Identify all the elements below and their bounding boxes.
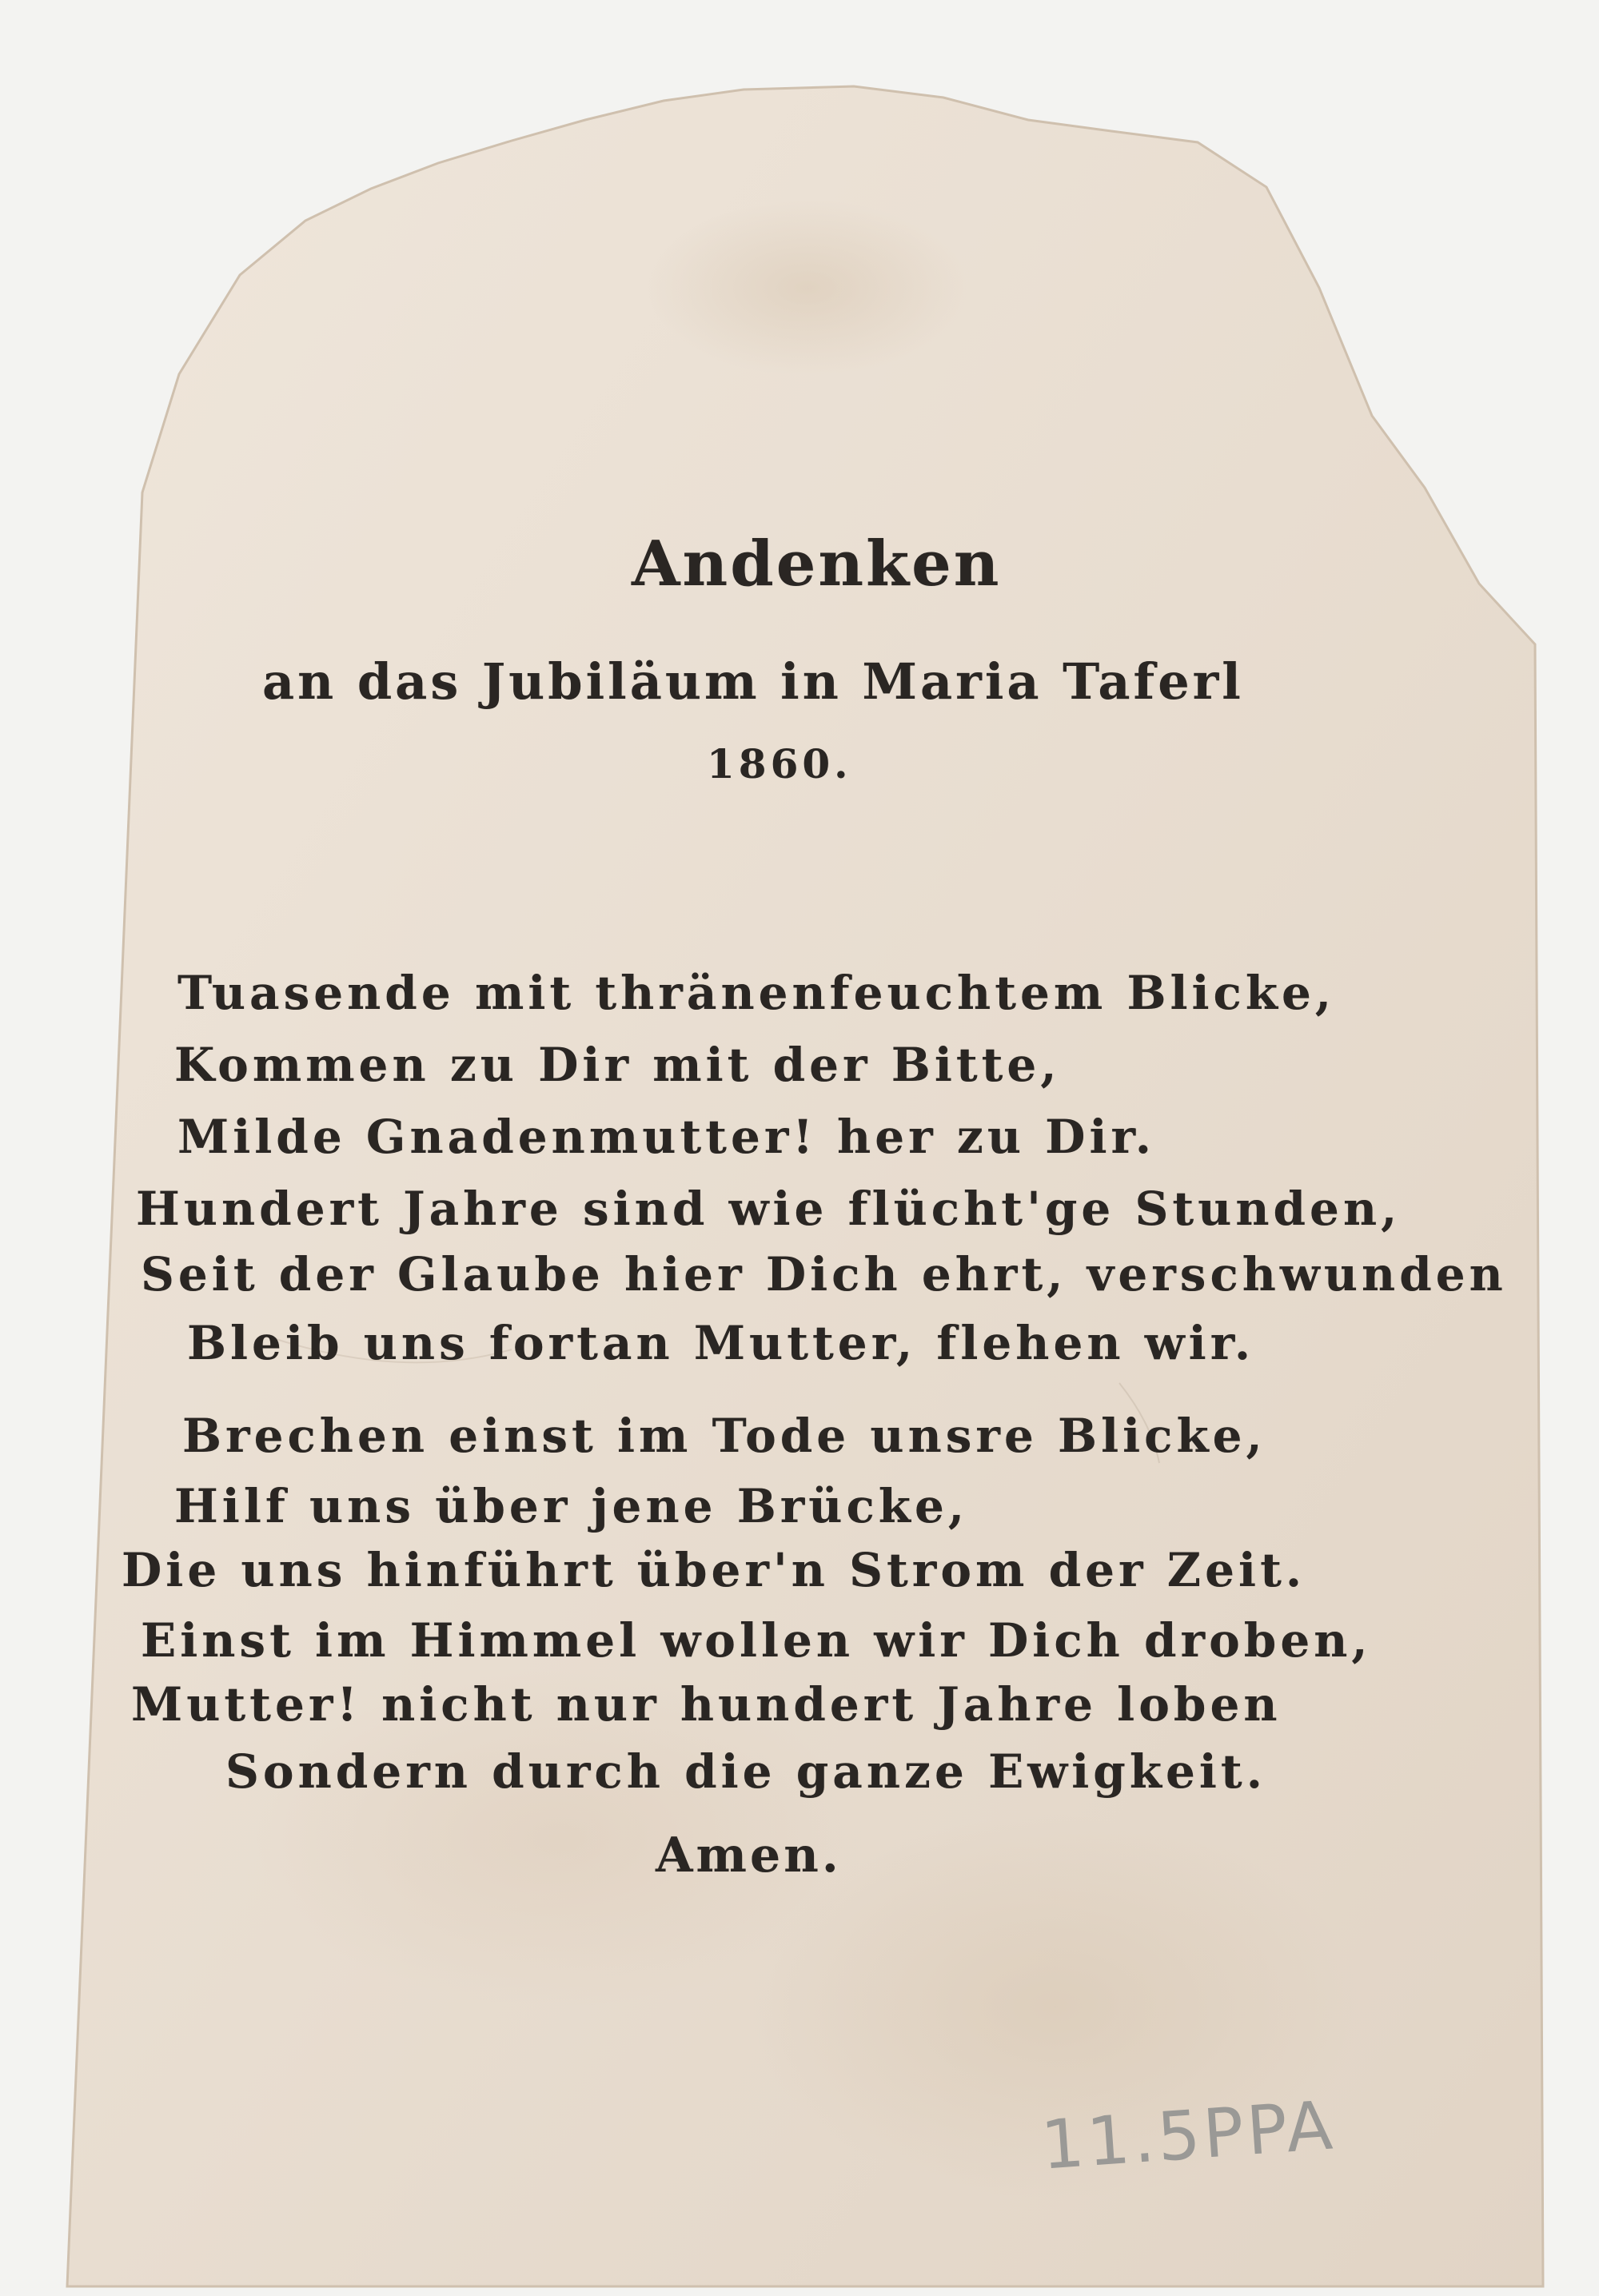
document-year: 1860.: [707, 740, 852, 787]
closing-amen: Amen.: [656, 1828, 842, 1883]
stanza-line-6: Bleib uns fortan Mutter, flehen wir.: [187, 1316, 1255, 1370]
document-title: Andenken: [632, 528, 1002, 600]
stanza-line-1: Tuasende mit thränenfeuchtem Blicke,: [177, 966, 1336, 1020]
inventory-number: 11.5PPA: [1039, 2086, 1338, 2185]
document-subtitle: an das Jubiläum in Maria Taferl: [262, 652, 1244, 711]
stanza-line-8: Hilf uns über jene Brücke,: [174, 1479, 969, 1533]
stanza-line-2: Kommen zu Dir mit der Bitte,: [174, 1038, 1061, 1092]
stanza-line-7: Brechen einst im Tode unsre Blicke,: [182, 1409, 1266, 1463]
stanza-line-9: Die uns hinführt über'n Strom der Zeit.: [122, 1543, 1306, 1597]
stanza-line-3: Milde Gnadenmutter! her zu Dir.: [177, 1110, 1155, 1164]
stanza-line-12: Sondern durch die ganze Ewigkeit.: [225, 1744, 1266, 1799]
stanza-line-11: Mutter! nicht nur hundert Jahre loben: [131, 1677, 1282, 1732]
stanza-line-10: Einst im Himmel wollen wir Dich droben,: [141, 1613, 1372, 1668]
stanza-line-4: Hundert Jahre sind wie flücht'ge Stunden,: [136, 1182, 1402, 1236]
stanza-line-5: Seit der Glaube hier Dich ehrt, verschwunden: [141, 1247, 1507, 1301]
